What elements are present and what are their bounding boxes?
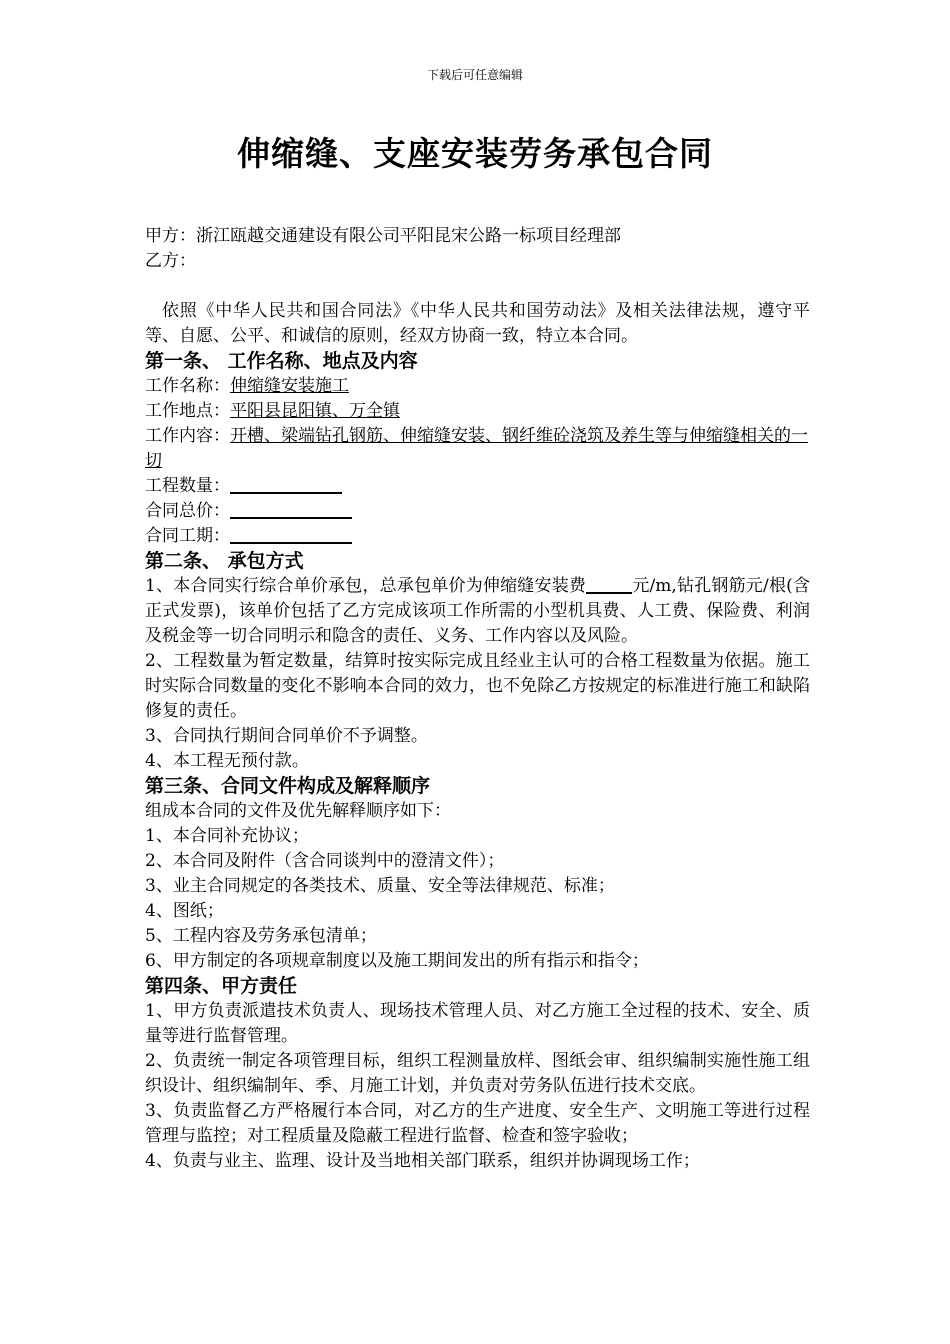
party-a: 甲方：浙江瓯越交通建设有限公司平阳昆宋公路一标项目经理部 [145,226,621,246]
article-2-p1 [145,574,810,649]
work-name-value: 伸缩缝安装施工 [230,376,349,396]
document-body [145,224,810,1174]
list-item: 6、甲方制定的各项规章制度以及施工期间发出的所有指示和指令； [145,951,649,971]
work-place-label: 工作地点： [145,401,230,421]
unit-price-text-b: 元/m,钻孔钢筋元/根(含正式发票)，该单价包括了乙方完成该项工作所需的小型机具费、人工费、保险费、利润及税金等一切合同明示和隐含的责任、义务、工作内容以及风险。 [145,576,810,646]
document-title: 伸缩缝、支座安装劳务承包合同 [237,134,713,173]
unit-price-text-a: 1、本合同实行综合单价承包，总承包单价为伸缩缝安装费 [145,576,587,596]
list-item: 4、图纸； [145,901,224,921]
quantity-blank [230,474,342,494]
article-2-p3: 3、合同执行期间合同单价不予调整。 [145,726,428,746]
article-1-heading: 第一条、 工作名称、地点及内容 [145,350,418,372]
work-name-row [145,374,810,399]
article-3-intro: 组成本合同的文件及优先解释顺序如下： [145,801,451,821]
period-blank [230,524,352,544]
article-3-heading: 第三条、合同文件构成及解释顺序 [145,775,431,797]
work-name-label: 工作名称： [145,376,230,396]
article-4-p4: 4、负责与业主、监理、设计及当地相关部门联系，组织并协调现场工作； [145,1151,700,1171]
period-row [145,524,810,549]
intro-paragraph: 依照《中华人民共和国合同法》《中华人民共和国劳动法》及相关法律法规，遵守平等、自愿、公平、和诚信的原则，经双方协商一致，特立本合同。 [145,301,810,346]
article-2-p2: 2、工程数量为暂定数量，结算时按实际完成且经业主认可的合格工程数量为依据。施工时实际合同数量的变化不影响本合同的效力，也不免除乙方按规定的标准进行施工和缺陷修复的责任。 [145,651,810,721]
article-4-heading: 第四条、甲方责任 [145,975,298,997]
quantity-row [145,474,810,499]
total-price-row [145,499,810,524]
article-2-heading: 第二条、 承包方式 [145,550,304,572]
article-4-p2: 2、负责统一制定各项管理目标，组织工程测量放样、图纸会审、组织编制实施性施工组织设计、组织编制年、季、月施工计划，并负责对劳务队伍进行技术交底。 [145,1051,810,1096]
article-2-p4: 4、本工程无预付款。 [145,751,309,771]
party-b: 乙方： [145,251,196,271]
quantity-label: 工程数量： [145,476,230,496]
list-item: 5、工程内容及劳务承包清单； [145,926,377,946]
work-place-row [145,399,810,424]
total-price-label: 合同总价： [145,501,230,521]
list-item: 3、业主合同规定的各类技术、质量、安全等法律规范、标准； [145,876,615,896]
work-content-row [145,424,810,474]
period-label: 合同工期： [145,526,230,546]
article-4-p1: 1、甲方负责派遣技术负责人、现场技术管理人员、对乙方施工全过程的技术、安全、质量等进行监督管理。 [145,1001,810,1046]
article-4-p3: 3、负责监督乙方严格履行本合同，对乙方的生产进度、安全生产、文明施工等进行过程管理与监控；对工程质量及隐蔽工程进行监督、检查和签字验收； [145,1101,810,1146]
work-content-value: 开槽、梁端钻孔钢筋、伸缩缝安装、钢纤维砼浇筑及养生等与伸缩缝相关的一切 [145,426,808,471]
total-price-blank [230,499,352,519]
list-item: 1、本合同补充协议； [145,826,309,846]
list-item: 2、本合同及附件（含合同谈判中的澄清文件）； [145,851,505,871]
page-header: 下载后可任意编辑 [426,68,523,82]
work-place-value: 平阳县昆阳镇、万全镇 [230,401,400,421]
unit-price-blank [586,574,632,594]
work-content-label: 工作内容： [145,426,230,446]
